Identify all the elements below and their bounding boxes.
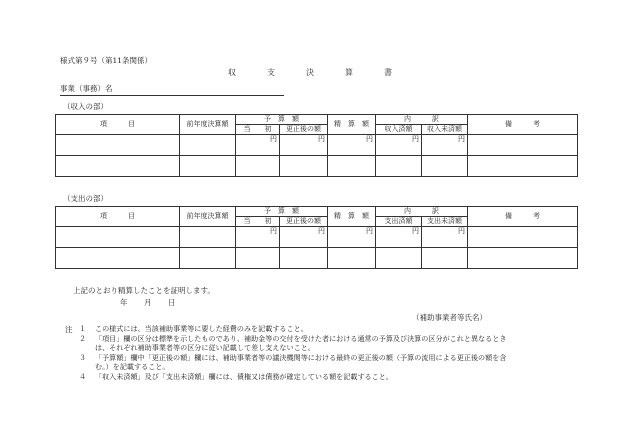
revised-yen-cell: 円 <box>280 227 328 248</box>
header-settlement: 精 算 額 <box>328 115 376 135</box>
header-item: 項 目 <box>56 115 180 135</box>
received-yen-cell: 円 <box>376 135 422 156</box>
remarks-cell <box>468 135 578 156</box>
title-char: 書 <box>384 68 392 77</box>
note-number: ２ <box>79 334 87 343</box>
expense-section-label: （支出の部） <box>63 194 108 203</box>
unpaid-yen-cell: 円 <box>422 227 468 248</box>
header-unpaid: 支出未済額 <box>422 217 468 227</box>
remarks-cell <box>468 227 578 248</box>
header-prev-year: 前年度決算額 <box>180 115 236 135</box>
note-number: １ <box>79 324 87 333</box>
title-char: 算 <box>345 68 353 77</box>
date-line <box>120 297 192 308</box>
item-cell <box>56 135 180 156</box>
notes-heading: 注 <box>65 325 73 334</box>
prev-year-cell <box>180 135 236 156</box>
certification-text: 上記のとおり精算したことを証明します。 <box>73 286 215 295</box>
title-char: 収 <box>228 68 236 77</box>
header-budget: 予 算 額 <box>236 207 328 217</box>
table-row <box>56 248 578 269</box>
note-text: 「予算額」欄中「更正後の額」欄には、補助事業者等の議決機関等における最終の更正後の額（予算の流用による更正後の額を含 <box>95 353 507 362</box>
header-item: 項 目 <box>56 207 180 227</box>
initial-yen-cell: 円 <box>236 135 280 156</box>
initial-yen-cell: 円 <box>236 227 280 248</box>
document-title <box>228 67 423 78</box>
table-row <box>56 227 578 248</box>
expense-table <box>55 206 578 269</box>
receivable-yen-cell: 円 <box>422 135 468 156</box>
note-text: は、それぞれ補助事業者等の区分に従い記載して差し支えないこと。 <box>95 343 315 352</box>
item-cell <box>56 227 180 248</box>
header-remarks: 備 考 <box>468 207 578 227</box>
header-paid: 支出済額 <box>376 217 422 227</box>
header-breakdown: 内 訳 <box>376 115 468 125</box>
note-text: この様式には、当該補助事業等に要した経費のみを記載すること。 <box>95 324 308 333</box>
header-revised: 更正後の額 <box>280 125 328 135</box>
income-section-label: （収入の部） <box>63 102 108 111</box>
settlement-yen-cell: 円 <box>328 227 376 248</box>
signer-label: （補助事業者等氏名） <box>412 313 487 322</box>
date-year-label: 年 <box>120 298 128 307</box>
note-number: ４ <box>79 372 87 381</box>
header-remarks: 備 考 <box>468 115 578 135</box>
note-text: 「項目」欄の区分は標準を示したものであり、補助金等の交付を受けた者における通常の予算及び決算の区分がこれと異なるとき <box>95 334 507 343</box>
header-receivable: 収入未済額 <box>422 125 468 135</box>
paid-yen-cell: 円 <box>376 227 422 248</box>
header-breakdown: 内 訳 <box>376 207 468 217</box>
header-settlement: 精 算 額 <box>328 207 376 227</box>
income-table <box>55 114 578 177</box>
header-received: 収入済額 <box>376 125 422 135</box>
project-name-field: 事業（事務）名 <box>60 83 284 96</box>
note-number: ３ <box>79 353 87 362</box>
header-revised: 更正後の額 <box>280 217 328 227</box>
date-day-label: 日 <box>168 298 176 307</box>
table-row <box>56 135 578 156</box>
table-row <box>56 156 578 177</box>
header-prev-year: 前年度決算額 <box>180 207 236 227</box>
title-char: 支 <box>267 68 275 77</box>
note-text: む。）を記載すること。 <box>95 362 170 371</box>
header-budget: 予 算 額 <box>236 115 328 125</box>
header-initial: 当 初 <box>236 217 280 227</box>
title-char: 決 <box>306 68 314 77</box>
note-text: 「収入未済額」及び「支出未済額」欄には、債権又は債務が確定している額を記載すること。 <box>95 372 393 381</box>
revised-yen-cell: 円 <box>280 135 328 156</box>
form-number: 様式第９号（第11条関係） <box>60 56 153 65</box>
date-month-label: 月 <box>144 298 152 307</box>
prev-year-cell <box>180 227 236 248</box>
header-initial: 当 初 <box>236 125 280 135</box>
settlement-yen-cell: 円 <box>328 135 376 156</box>
